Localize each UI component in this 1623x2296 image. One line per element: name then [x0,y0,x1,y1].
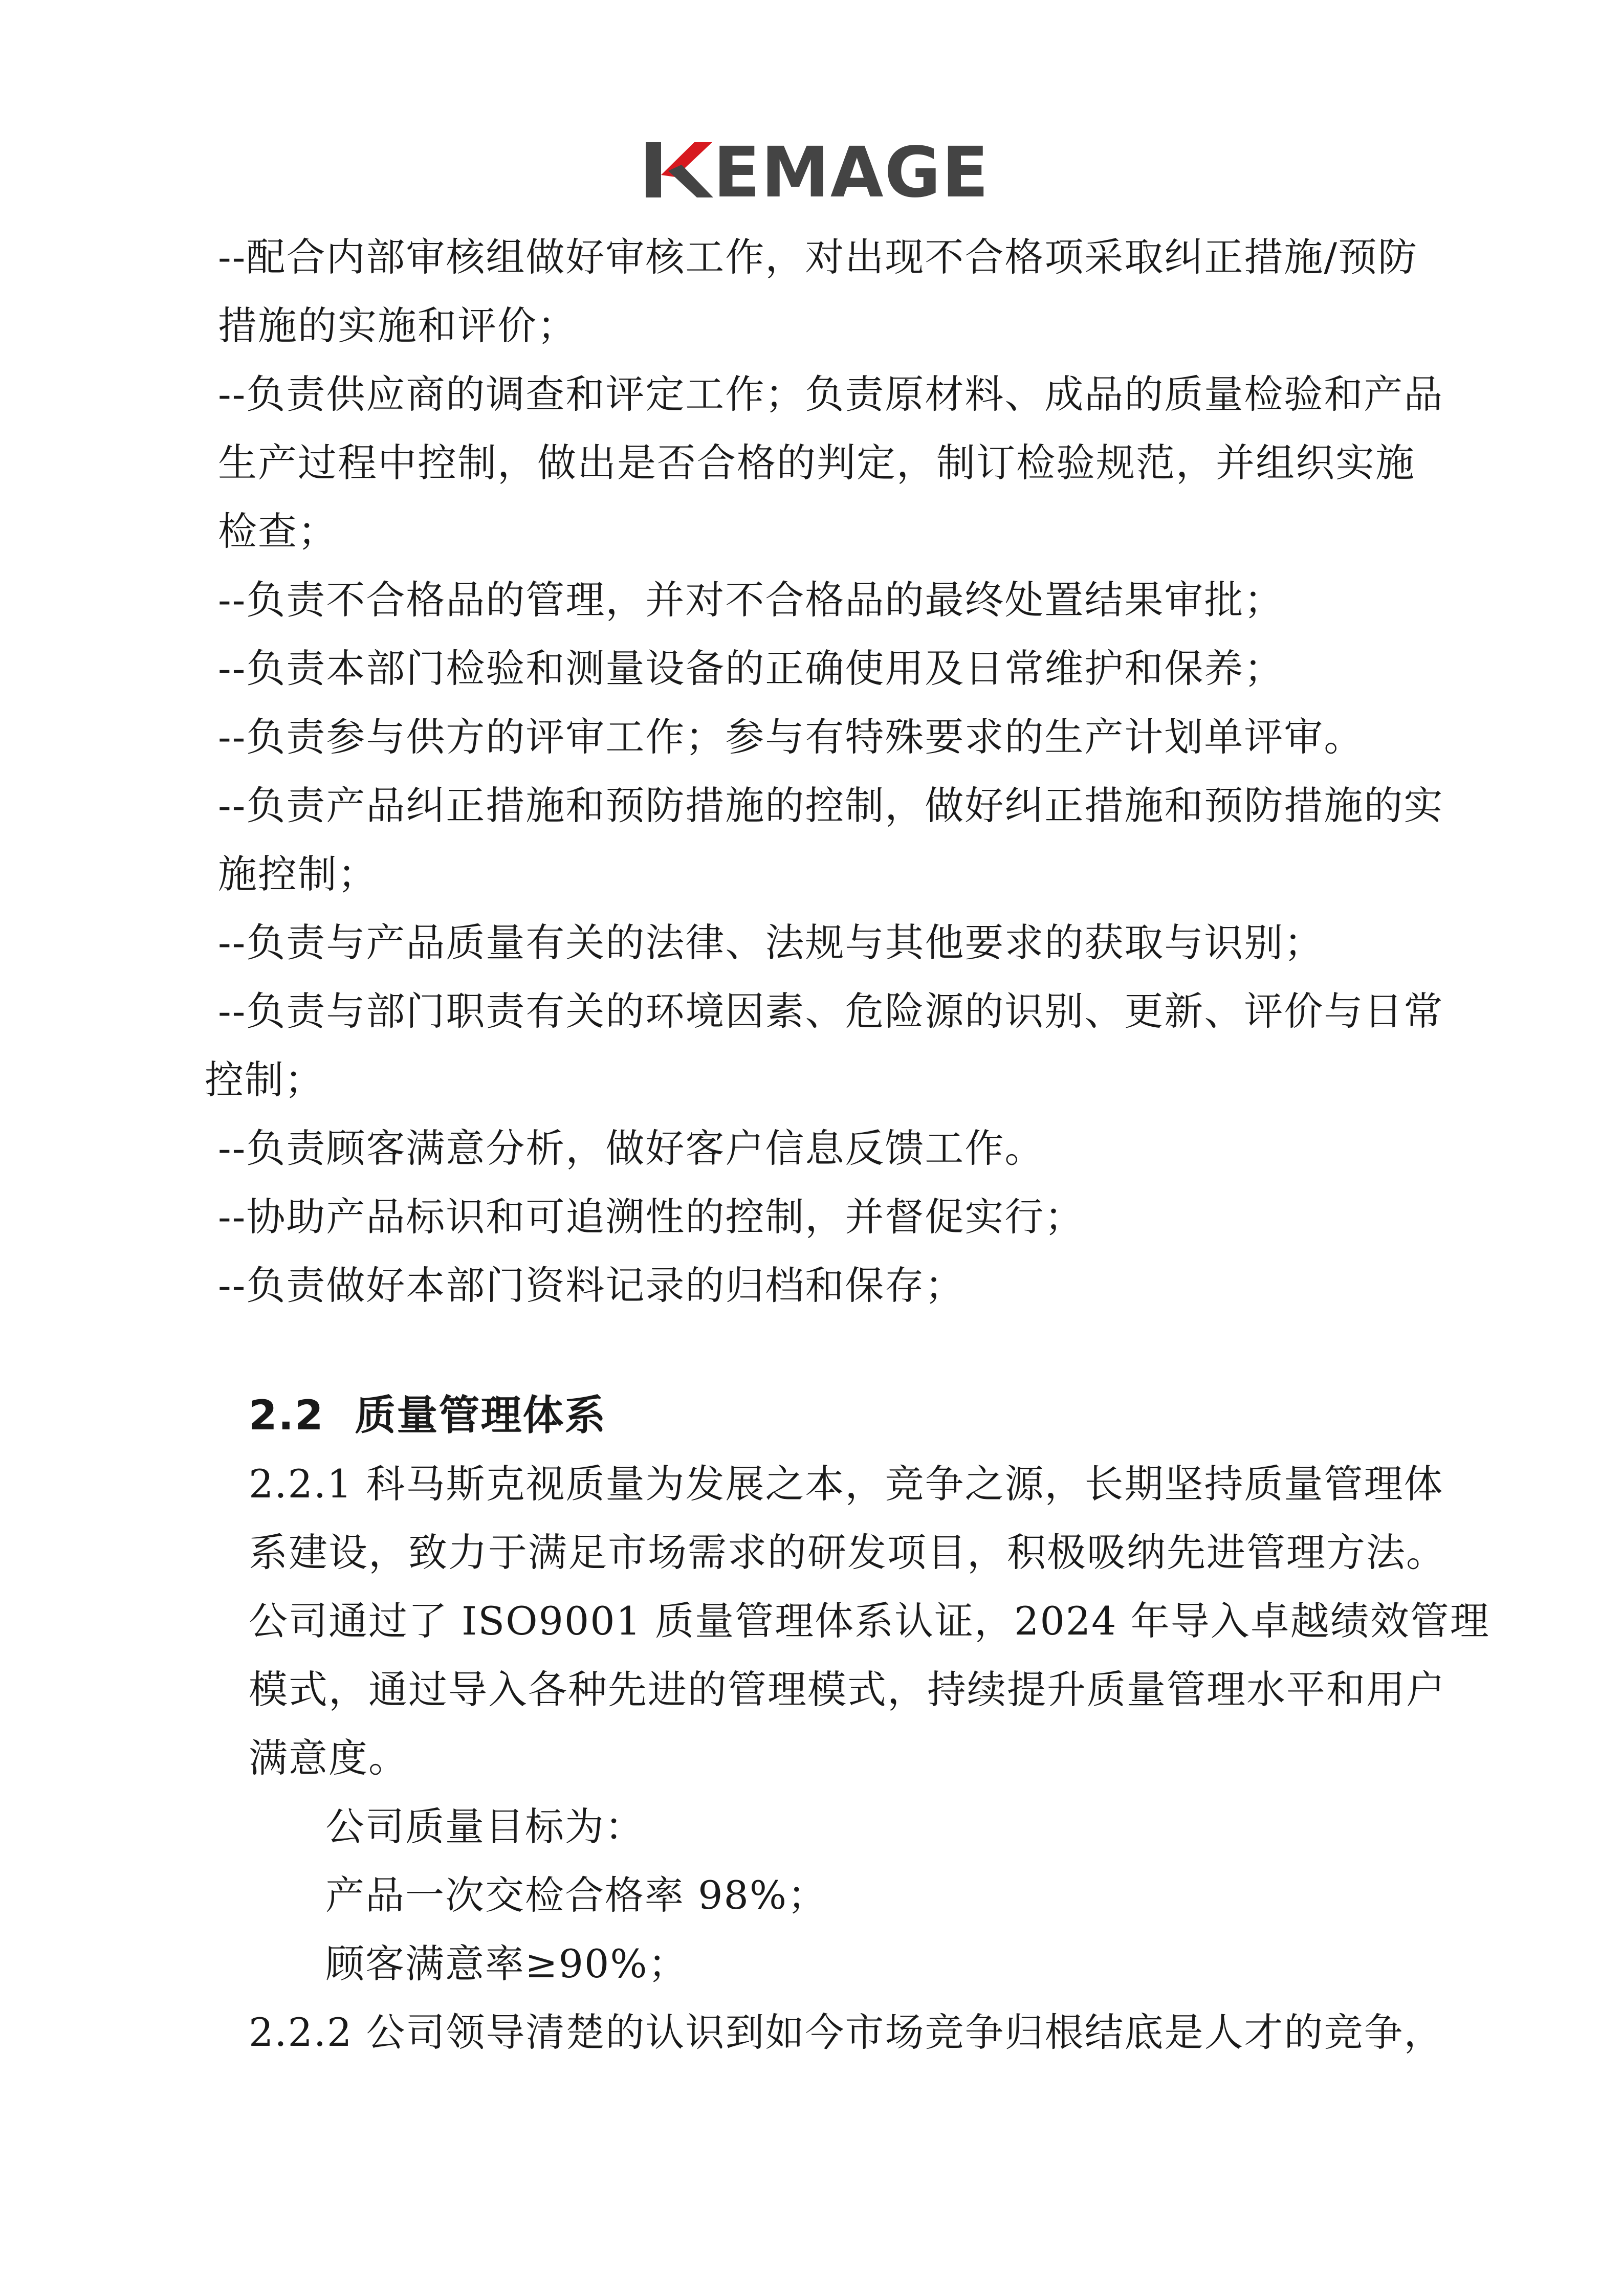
goal-item: 产品一次交检合格率 98%； [325,1872,828,1918]
paragraph-line: 公司通过了 ISO9001 质量管理体系认证，2024 年导入卓越绩效管理 [249,1598,1490,1644]
section-heading [249,1387,606,1444]
duty-line: 控制； [205,1057,324,1102]
duty-line: 施控制； [218,851,378,897]
duty-line: --负责顾客满意分析，做好客户信息反馈工作。 [218,1125,1045,1171]
duty-line: --负责做好本部门资料记录的归档和保存； [218,1263,965,1308]
duty-line: --负责与产品质量有关的法律、法规与其他要求的获取与识别； [218,920,1324,965]
duty-line: --配合内部审核组做好审核工作，对出现不合格项采取纠正措施/预防 [218,234,1418,280]
duty-line: --负责供应商的调查和评定工作；负责原材料、成品的质量检验和产品 [218,371,1444,417]
section-title: 质量管理体系 [355,1392,607,1439]
goal-item: 顾客满意率≥90%； [325,1941,688,1986]
duty-line: --负责与部门职责有关的环境因素、危险源的识别、更新、评价与日常 [218,988,1444,1034]
svg-text:EMAGE: EMAGE [713,139,990,201]
duty-line: 检查； [218,509,338,554]
paragraph-line: 满意度。 [249,1735,408,1781]
kemage-logo-mark [646,139,994,201]
paragraph-line: 模式，通过导入各种先进的管理模式，持续提升质量管理水平和用户 [249,1667,1446,1712]
section-number: 2.2 [249,1392,324,1439]
duty-line: --协助产品标识和可追溯性的控制，并督促实行； [218,1194,1085,1240]
goals-intro: 公司质量目标为： [325,1804,645,1849]
duty-line: --负责参与供方的评审工作；参与有特殊要求的生产计划单评审。 [218,714,1364,760]
duty-line: --负责产品纠正措施和预防措施的控制，做好纠正措施和预防措施的实 [218,783,1444,828]
duty-line: --负责本部门检验和测量设备的正确使用及日常维护和保养； [218,646,1284,691]
duty-line: --负责不合格品的管理，并对不合格品的最终处置结果审批； [218,577,1284,623]
duty-line: 生产过程中控制，做出是否合格的判定，制订检验规范，并组织实施 [218,440,1415,485]
paragraph-line: 2.2.1 科马斯克视质量为发展之本，竞争之源，长期坚持质量管理体 [249,1461,1444,1507]
kemage-logo [646,139,994,201]
paragraph-line: 系建设，致力于满足市场需求的研发项目，积极吸纳先进管理方法。 [249,1530,1446,1575]
duty-line: 措施的实施和评价； [218,303,577,348]
paragraph-line: 2.2.2 公司领导清楚的认识到如今市场竞争归根结底是人才的竞争， [249,2010,1444,2055]
